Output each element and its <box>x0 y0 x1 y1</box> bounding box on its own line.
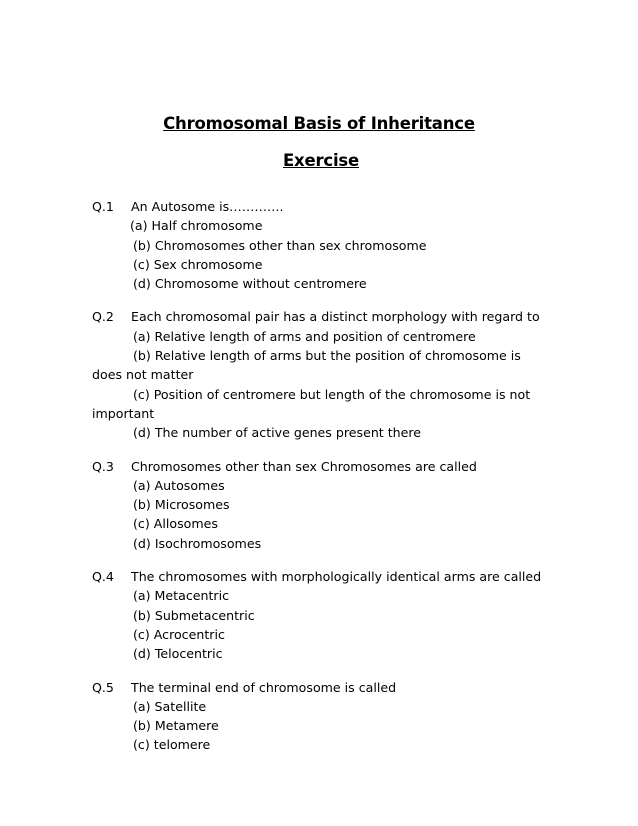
question-stem <box>92 307 552 326</box>
question-stem <box>92 197 552 216</box>
question-4 <box>92 567 552 663</box>
answer-option-d: (d) The number of active genes present there <box>133 425 422 441</box>
question-2 <box>92 307 552 442</box>
question-number: Q.4 <box>92 569 114 585</box>
answer-option-c: (c) Allosomes <box>133 516 218 532</box>
question-list <box>92 197 552 769</box>
answer-option-c: (c) Acrocentric <box>133 626 225 642</box>
answer-option-d: (d) Chromosome without centromere <box>133 276 367 292</box>
question-stem <box>92 567 552 586</box>
question-stem <box>92 457 552 476</box>
answer-option-a: (a) Autosomes <box>133 477 225 493</box>
answer-option-c: (c) Sex chromosome <box>133 256 263 272</box>
answer-option-d: (d) Telocentric <box>133 646 223 662</box>
question-number: Q.3 <box>92 458 114 474</box>
question-number: Q.2 <box>92 309 114 325</box>
question-text: Chromosomes other than sex Chromosomes are called <box>131 458 477 474</box>
question-1 <box>92 197 552 293</box>
answer-option-a: (a) Relative length of arms and position of centromere <box>133 328 476 344</box>
answer-option-b: (b) Metamere <box>133 718 219 734</box>
answer-option-a: (a) Satellite <box>133 698 207 714</box>
question-text: An Autosome is…………. <box>131 199 284 214</box>
answer-option-b: (b) Microsomes <box>133 497 230 513</box>
answer-option-c: (c) telomere <box>133 737 211 753</box>
question-text: The terminal end of chromosome is called <box>131 679 397 695</box>
question-text: Each chromosomal pair has a distinct morphology with regard to <box>131 309 540 325</box>
question-stem <box>92 678 552 697</box>
answer-option-b: (b) Relative length of arms but the position of chromosome is does not matter <box>92 348 521 383</box>
question-number: Q.5 <box>92 679 114 695</box>
answer-option-d: (d) Isochromosomes <box>133 535 262 551</box>
question-5 <box>92 678 552 755</box>
answer-option-a: (a) Half chromosome <box>130 218 263 234</box>
question-3 <box>92 457 552 553</box>
question-number: Q.1 <box>92 199 114 214</box>
answer-option-b: (b) Chromosomes other than sex chromosome <box>133 237 427 253</box>
answer-option-b: (b) Submetacentric <box>133 607 255 623</box>
answer-option-a: (a) Metacentric <box>133 588 230 604</box>
document-subtitle: Exercise <box>282 151 360 170</box>
document-title: Chromosomal Basis of Inheritance <box>163 114 475 133</box>
question-text: The chromosomes with morphologically identical arms are called <box>131 569 542 585</box>
answer-option-c: (c) Position of centromere but length of the chromosome is not important <box>92 386 531 421</box>
